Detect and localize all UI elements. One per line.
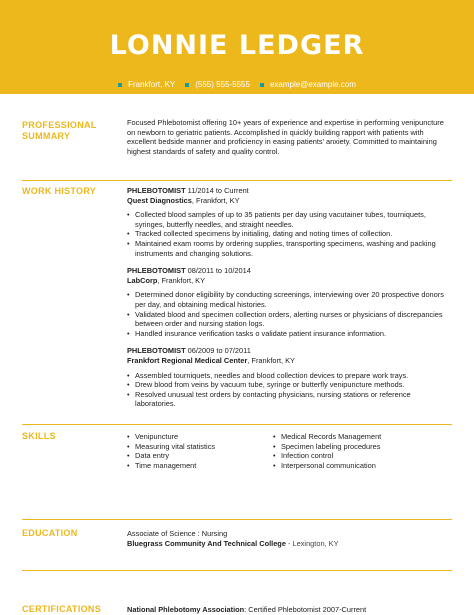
list-item: • Tracked collected specimens by initialing, dating and noting times of collection. xyxy=(127,229,452,239)
list-item: • Venipuncture xyxy=(127,432,267,442)
summary-title: PROFESSIONAL SUMMARY xyxy=(22,120,97,141)
list-item: • Data entry xyxy=(127,451,267,461)
square-bullet-icon xyxy=(260,83,264,87)
email-text[interactable]: example@example.com xyxy=(269,80,356,89)
phone-text: (555) 555-5555 xyxy=(195,80,250,89)
square-bullet-icon xyxy=(118,83,122,87)
section-divider xyxy=(22,180,452,181)
list-item: • Collected blood samples of up to 35 patients per day using vacutainer tubes, tourniquets, syringes, butterfly needles, and straight needles. xyxy=(127,210,452,229)
contact-location xyxy=(118,80,175,89)
candidate-name: LONNIE LEDGER xyxy=(109,30,365,61)
contact-line xyxy=(0,80,474,89)
work-history-body xyxy=(127,186,452,409)
contact-phone xyxy=(185,80,250,89)
section-divider xyxy=(22,570,452,571)
contact-email xyxy=(260,80,356,89)
list-item: • Infection control xyxy=(273,451,453,461)
list-item: • Maintained exam rooms by ordering supplies, transporting specimens, washing and packing instruments and changing solutions. xyxy=(127,239,452,258)
list-item: • Measuring vital statistics xyxy=(127,442,267,452)
education-body xyxy=(127,529,452,548)
location-text: Frankfort, KY xyxy=(128,80,176,89)
square-bullet-icon xyxy=(185,83,189,87)
degree: Associate of Science : Nursing xyxy=(127,529,228,538)
school-location: - Lexington, KY xyxy=(285,538,339,548)
list-item: • Drew blood from veins by vacuum tube, syringe or butterfly venipuncture methods. xyxy=(127,380,452,390)
job-entry: PHLEBOTOMIST 11/2014 to Current Quest Diagnostics, Frankfort, KY • Collected blood samples of up to 35 patients per day using vacutainer tubes, tourniquets, syringes, butterfly needles, and straight needles. • Tracked collected specimens by initialing, dating and noting times of collection. • Maintained exam rooms by ordering supplies, transporting specimens, washing and packing instruments and changing solutions. xyxy=(127,186,452,258)
list-item: • Specimen labeling procedures xyxy=(273,442,453,452)
certifications-body xyxy=(127,605,452,615)
list-item: • Handled insurance verification tasks o validate patient insurance information. xyxy=(127,329,452,339)
education-title: EDUCATION xyxy=(22,528,78,538)
section-divider xyxy=(22,424,452,425)
job-entry: PHLEBOTOMIST 06/2009 to 07/2011 Frankfort Regional Medical Center, Frankfort, KY • Assembled tourniquets, needles and blood collection devices to prepare work trays. • Drew blood from veins by vacuum tube, syringe or butterfly venipuncture methods. • Resolved unusual test orders by contacting physicians, nursing stations or reference laboratories. xyxy=(127,346,452,409)
header-banner xyxy=(0,0,474,94)
list-item: • Validated blood and specimen collection orders, alerting nurses or physicians of discrepancies between order and nursing station logs. xyxy=(127,310,452,329)
list-item: • Medical Records Management xyxy=(273,432,453,442)
cert-org: National Phlebotomy Association xyxy=(127,605,245,614)
list-item: • Assembled tourniquets, needles and blood collection devices to prepare work trays. xyxy=(127,371,452,381)
skills-left xyxy=(127,432,267,470)
list-item: • Determined donor eligibility by conducting screenings, interviewing over 20 prospective donors per day, and obtaining medical histories. xyxy=(127,290,452,309)
skills-title: SKILLS xyxy=(22,431,56,441)
certifications-title: CERTIFICATIONS xyxy=(22,604,102,614)
summary-text: Focused Phlebotomist offering 10+ years of experience and expertise in performing venipuncture on newborn to geriatric patients. Accomplished in quickly building rapport with patients with excellent bedside manner and proficiency in easing patients' anxiety. Committed to maintaining highest standards of safety and quality control. xyxy=(127,118,444,156)
school: Bluegrass Community And Technical College xyxy=(127,538,286,548)
skills-right xyxy=(273,432,453,470)
list-item: • Time management xyxy=(127,461,267,471)
cert-detail: : Certified Phlebotomist 2007-Current xyxy=(244,605,367,614)
list-item: • Resolved unusual test orders by contacting physicians, nursing stations or reference laboratories. xyxy=(127,390,452,409)
job-entry: PHLEBOTOMIST 08/2011 to 10/2014 LabCorp, Frankfort, KY • Determined donor eligibility by conducting screenings, interviewing over 20 prospective donors per day, and obtaining medical histories. • Validated blood and specimen collection orders, alerting nurses or physicians of discrepancies between order and nursing station logs. • Handled insurance verification tasks o validate patient insurance information. xyxy=(127,266,452,338)
section-divider xyxy=(22,519,452,520)
list-item: • Interpersonal communication xyxy=(273,461,453,471)
work-history-title: WORK HISTORY xyxy=(22,186,97,196)
